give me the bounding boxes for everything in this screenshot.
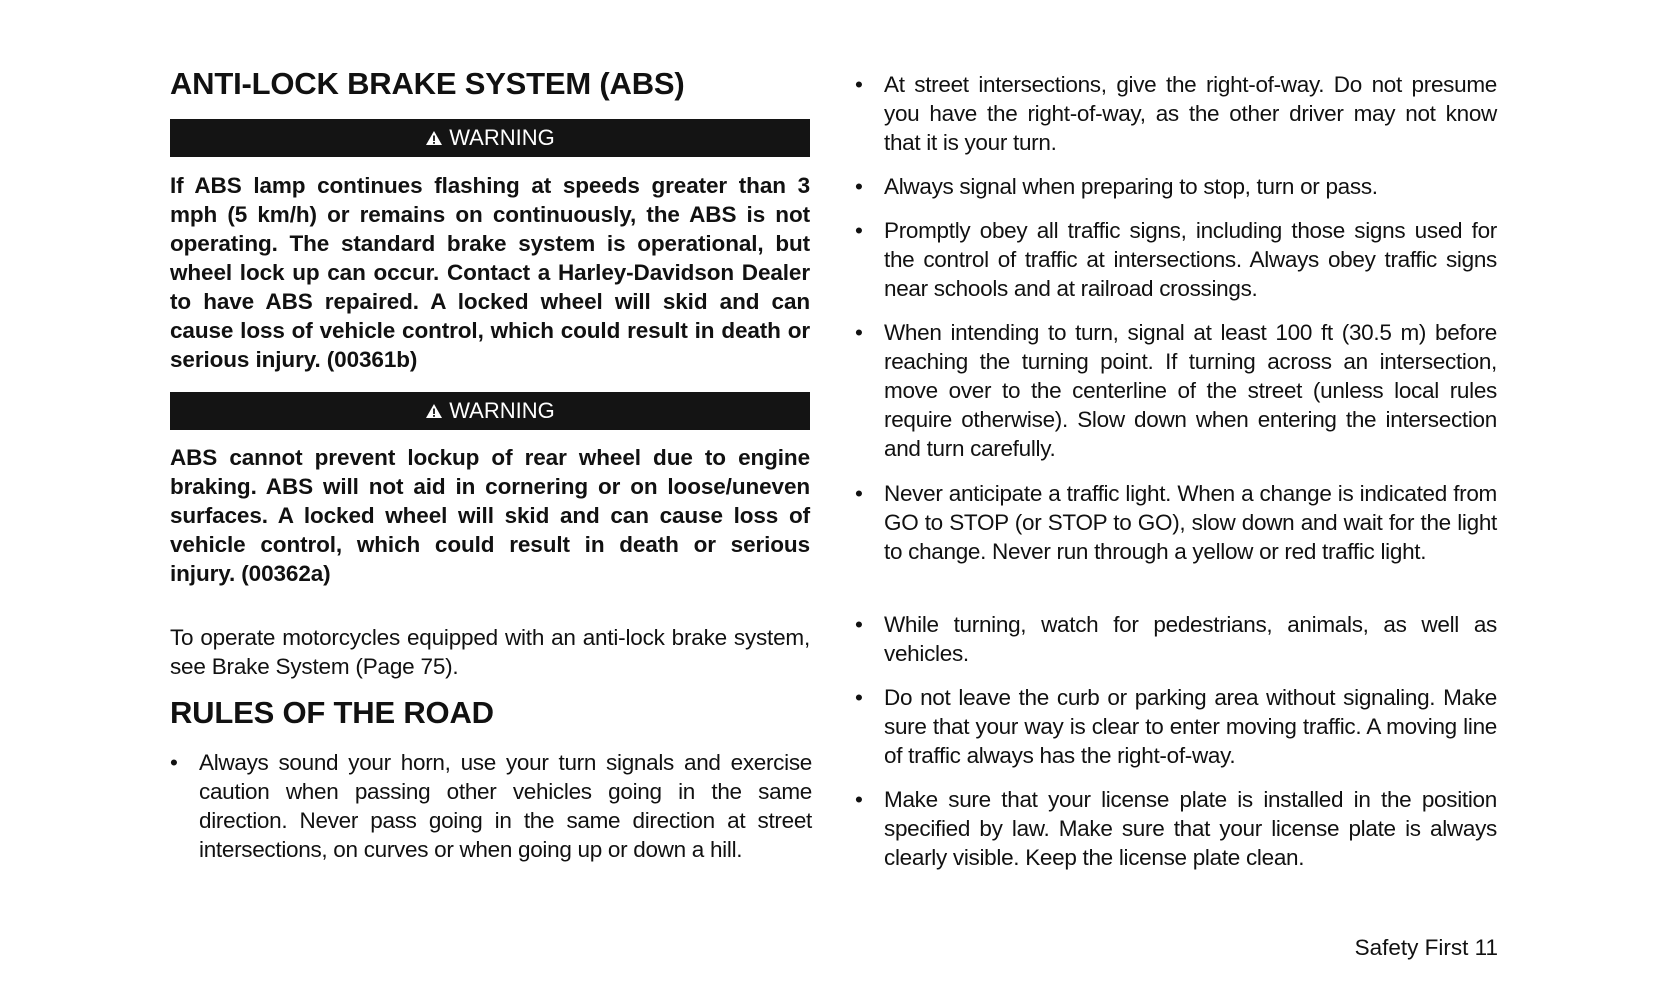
- bullet-icon: •: [855, 174, 863, 199]
- warning-label: WARNING: [449, 125, 555, 150]
- bullet-icon: •: [855, 481, 863, 506]
- bullet-icon: •: [855, 72, 863, 97]
- list-item: • When intending to turn, signal at least 100 ft (30.5 m) before reaching the turning point. If turning across an intersection, move over to the centerline of the street (unless local rules require otherwise). Slow down when entering the intersection and turn carefully.: [855, 320, 1497, 461]
- bullet-icon: •: [855, 787, 863, 812]
- list-item: • Make sure that your license plate is installed in the position specified by law. Make sure that your license plate is always clearly visible. Keep the license plate clean.: [855, 787, 1497, 870]
- list-item: • While turning, watch for pedestrians, animals, as well as vehicles.: [855, 612, 1497, 666]
- warning-triangle-icon: [425, 130, 443, 146]
- bullet-icon: •: [855, 218, 863, 243]
- section-title-abs: ANTI-LOCK BRAKE SYSTEM (ABS): [170, 66, 685, 101]
- warning-banner-2: [170, 392, 810, 430]
- bullet-icon: •: [170, 750, 178, 775]
- list-item: • Always sound your horn, use your turn signals and exercise caution when passing other vehicles going in the same direction. Never pass going in the same direction at street intersections, on curves or when going up or down a hill.: [170, 750, 812, 862]
- abs-reference-paragraph: To operate motorcycles equipped with an anti-lock brake system, see Brake System (Page 75).: [170, 625, 810, 679]
- warning-text-2: ABS cannot prevent lockup of rear wheel due to engine braking. ABS will not aid in cornering or on loose/uneven surfaces. A locked wheel will skid and can cause loss of vehicle control, which could result in death or serious injury. (00362a): [170, 445, 810, 586]
- list-item: • Never anticipate a traffic light. When a change is indicated from GO to STOP (or STOP to GO), slow down and wait for the light to change. Never run through a yellow or red traffic light.: [855, 481, 1497, 564]
- list-item: • Promptly obey all traffic signs, including those signs used for the control of traffic at intersections. Always obey traffic signs near schools and at railroad crossings.: [855, 218, 1497, 301]
- warning-triangle-icon: [425, 403, 443, 419]
- page-footer: Safety First 11: [1354, 935, 1498, 960]
- bullet-icon: •: [855, 612, 863, 637]
- list-item: • Always signal when preparing to stop, turn or pass.: [855, 174, 1378, 199]
- list-item: • At street intersections, give the right-of-way. Do not presume you have the right-of-way, as the other driver may not know that it is your turn.: [855, 72, 1497, 155]
- list-item: • Do not leave the curb or parking area without signaling. Make sure that your way is clear to enter moving traffic. A moving line of traffic always has the right-of-way.: [855, 685, 1497, 768]
- warning-label: WARNING: [449, 398, 555, 423]
- warning-banner-1: [170, 119, 810, 157]
- bullet-icon: •: [855, 320, 863, 345]
- warning-text-1: If ABS lamp continues flashing at speeds greater than 3 mph (5 km/h) or remains on continuously, the ABS is not operating. The standard brake system is operational, but wheel lock up can occur. Contact a Harley-Davidson Dealer to have ABS repaired. A locked wheel will skid and can cause loss of vehicle control, which could result in death or serious injury. (00361b): [170, 173, 810, 372]
- bullet-icon: •: [855, 685, 863, 710]
- section-title-rules: RULES OF THE ROAD: [170, 695, 494, 730]
